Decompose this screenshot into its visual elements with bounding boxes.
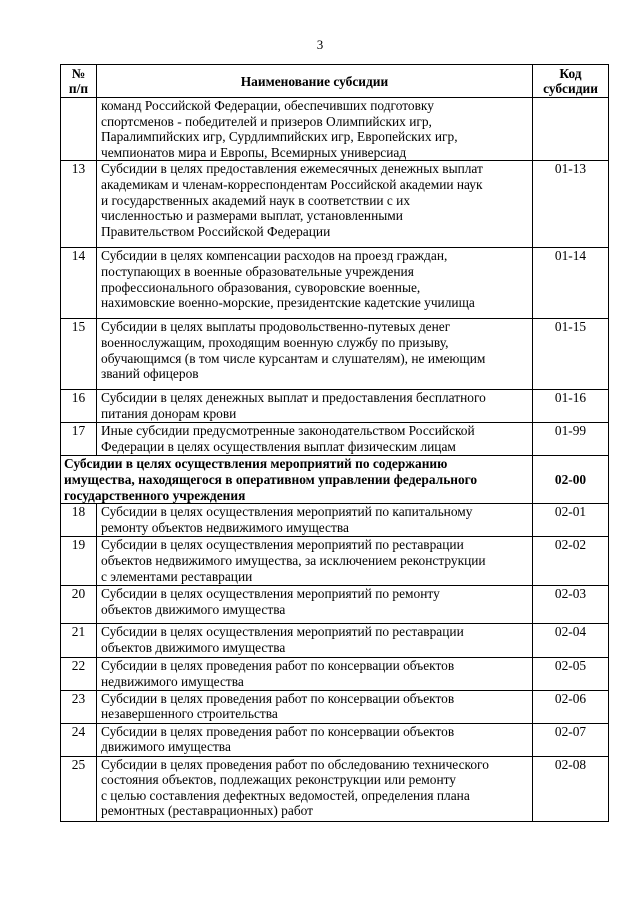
table-row [61, 423, 609, 456]
row-number: 20 [61, 586, 97, 624]
row-name-line: академикам и членам-корреспондентам Российской академии наук [101, 176, 483, 192]
table-row [61, 504, 609, 537]
table-row [61, 586, 609, 624]
row-code: 02-08 [533, 756, 609, 821]
row-name-line: питания донорам крови [101, 405, 237, 421]
header-number-abbrev: п/п [68, 81, 89, 96]
row-name-line: с целью составления дефектных ведомостей, определения плана [101, 787, 470, 803]
row-name-cell [97, 98, 533, 161]
row-code: 02-05 [533, 658, 609, 690]
row-number: 22 [61, 658, 97, 690]
table-row [61, 756, 609, 821]
row-name-line: военнослужащим, проходящим военную службу по призыву, [101, 334, 449, 350]
row-number: 18 [61, 504, 97, 537]
row-number-cell [61, 98, 97, 161]
row-name-line: чемпионатов мира и Европы, Всемирных универсиад [101, 144, 407, 160]
row-name-line: и государственных академий наук в соответствии с их [101, 192, 411, 208]
header-number-symbol: № [71, 66, 86, 81]
row-name-cell [97, 504, 533, 537]
row-code: 01-15 [533, 319, 609, 390]
table-row [61, 319, 609, 390]
section-code: 02-00 [533, 456, 609, 504]
row-name-line: объектов недвижимого имущества, за исключением реконструкции [101, 552, 486, 568]
table-header-row [61, 65, 609, 98]
row-name-line: Субсидии в целях выплаты продовольственно-путевых денег [101, 319, 451, 335]
row-number: 17 [61, 423, 97, 456]
row-name-line: недвижимого имущества [101, 673, 244, 689]
table-row [61, 723, 609, 756]
table-row [61, 690, 609, 723]
row-name-line: обучающимся (в том числе курсантам и слушателям), не имеющим [101, 350, 486, 366]
header-code [533, 65, 609, 98]
row-name-line: объектов движимого имущества [101, 601, 286, 617]
row-code-cell [533, 98, 609, 161]
row-code: 02-01 [533, 504, 609, 537]
section-title-line: Субсидии в целях осуществления мероприятий по содержанию [64, 456, 448, 472]
row-number: 16 [61, 390, 97, 423]
row-name-cell [97, 723, 533, 756]
row-name-line: Субсидии в целях осуществления мероприятий по капитальному [101, 504, 473, 520]
row-code: 02-06 [533, 690, 609, 723]
section-row [61, 456, 609, 504]
row-name-line: Субсидии в целях компенсации расходов на проезд граждан, [101, 248, 448, 264]
table-row [61, 658, 609, 690]
row-name-line: Паралимпийских игр, Сурдлимпийских игр, Европейских игр, [101, 129, 458, 145]
row-number: 15 [61, 319, 97, 390]
row-code: 01-16 [533, 390, 609, 423]
row-name-line: Федерации в целях осуществления выплат физическим лицам [101, 438, 456, 454]
section-title-line: государственного учреждения [64, 487, 246, 503]
row-name-line: с элементами реставрации [101, 568, 253, 584]
row-name-line: нахимовские военно-морские, президентские кадетские училища [101, 295, 475, 311]
row-name-line: движимого имущества [101, 739, 231, 755]
row-name-line: Субсидии в целях проведения работ по консервации объектов [101, 658, 455, 674]
header-name-label: Наименование субсидии [240, 73, 389, 89]
row-number: 25 [61, 756, 97, 821]
row-name-line: состояния объектов, подлежащих реконструкции или ремонту [101, 772, 456, 788]
section-title-cell [61, 456, 533, 504]
row-number: 14 [61, 248, 97, 319]
row-name-line: Иные субсидии предусмотренные законодательством Российской [101, 423, 475, 439]
table-row [61, 161, 609, 248]
row-code: 02-07 [533, 723, 609, 756]
row-name-cell [97, 624, 533, 658]
row-name-cell [97, 161, 533, 248]
row-name-line: ремонту объектов недвижимого имущества [101, 519, 349, 535]
header-name [97, 65, 533, 98]
header-code-line2: субсидии [543, 81, 598, 96]
row-name-line: Субсидии в целях осуществления мероприятий по реставрации [101, 537, 464, 553]
row-code: 02-04 [533, 624, 609, 658]
row-name-cell [97, 390, 533, 423]
table-row-continuation [61, 98, 609, 161]
table-row [61, 624, 609, 658]
subsidies-table [60, 64, 609, 822]
row-name-cell [97, 756, 533, 821]
row-number: 23 [61, 690, 97, 723]
row-name-line: Субсидии в целях денежных выплат и предоставления бесплатного [101, 390, 486, 406]
row-name-cell [97, 537, 533, 586]
row-name-line: объектов движимого имущества [101, 639, 286, 655]
row-name-line: Субсидии в целях осуществления мероприятий по реставрации [101, 624, 464, 640]
row-name-line: Субсидии в целях предоставления ежемесячных денежных выплат [101, 161, 483, 177]
table-row [61, 537, 609, 586]
row-code: 02-02 [533, 537, 609, 586]
row-number: 19 [61, 537, 97, 586]
row-name-cell [97, 586, 533, 624]
row-number: 21 [61, 624, 97, 658]
row-name-line: команд Российской Федерации, обеспечивших подготовку [101, 98, 434, 113]
row-name-line: Субсидии в целях проведения работ по обследованию технического [101, 756, 489, 772]
row-name-line: званий офицеров [101, 366, 199, 382]
table-row [61, 390, 609, 423]
row-number: 24 [61, 723, 97, 756]
page-number: 3 [316, 37, 324, 52]
header-number [61, 65, 97, 98]
row-code: 01-14 [533, 248, 609, 319]
row-name-cell [97, 423, 533, 456]
table-row [61, 248, 609, 319]
row-name-line: профессионального образования, суворовские военные, [101, 279, 421, 295]
row-name-cell [97, 690, 533, 723]
header-code-line1: Код [559, 66, 582, 81]
row-name-line: незавершенного строительства [101, 706, 278, 722]
row-name-cell [97, 248, 533, 319]
section-title-line: имущества, находящегося в оперативном управлении федерального [64, 471, 478, 487]
row-name-cell [97, 319, 533, 390]
row-number: 13 [61, 161, 97, 248]
row-name-cell [97, 658, 533, 690]
row-name-line: численностью и размерами выплат, установленными [101, 208, 403, 224]
row-name-line: Субсидии в целях осуществления мероприятий по ремонту [101, 586, 440, 602]
row-name-line: спортсменов - победителей и призеров Олимпийских игр, [101, 113, 432, 129]
row-name-line: ремонтных (реставрационных) работ [101, 803, 314, 819]
row-name-line: поступающих в военные образовательные учреждения [101, 263, 414, 279]
row-code: 02-03 [533, 586, 609, 624]
row-name-line: Субсидии в целях проведения работ по консервации объектов [101, 723, 455, 739]
row-code: 01-13 [533, 161, 609, 248]
row-name-line: Субсидии в целях проведения работ по консервации объектов [101, 690, 455, 706]
row-code: 01-99 [533, 423, 609, 456]
row-name-line: Правительством Российской Федерации [101, 223, 331, 239]
